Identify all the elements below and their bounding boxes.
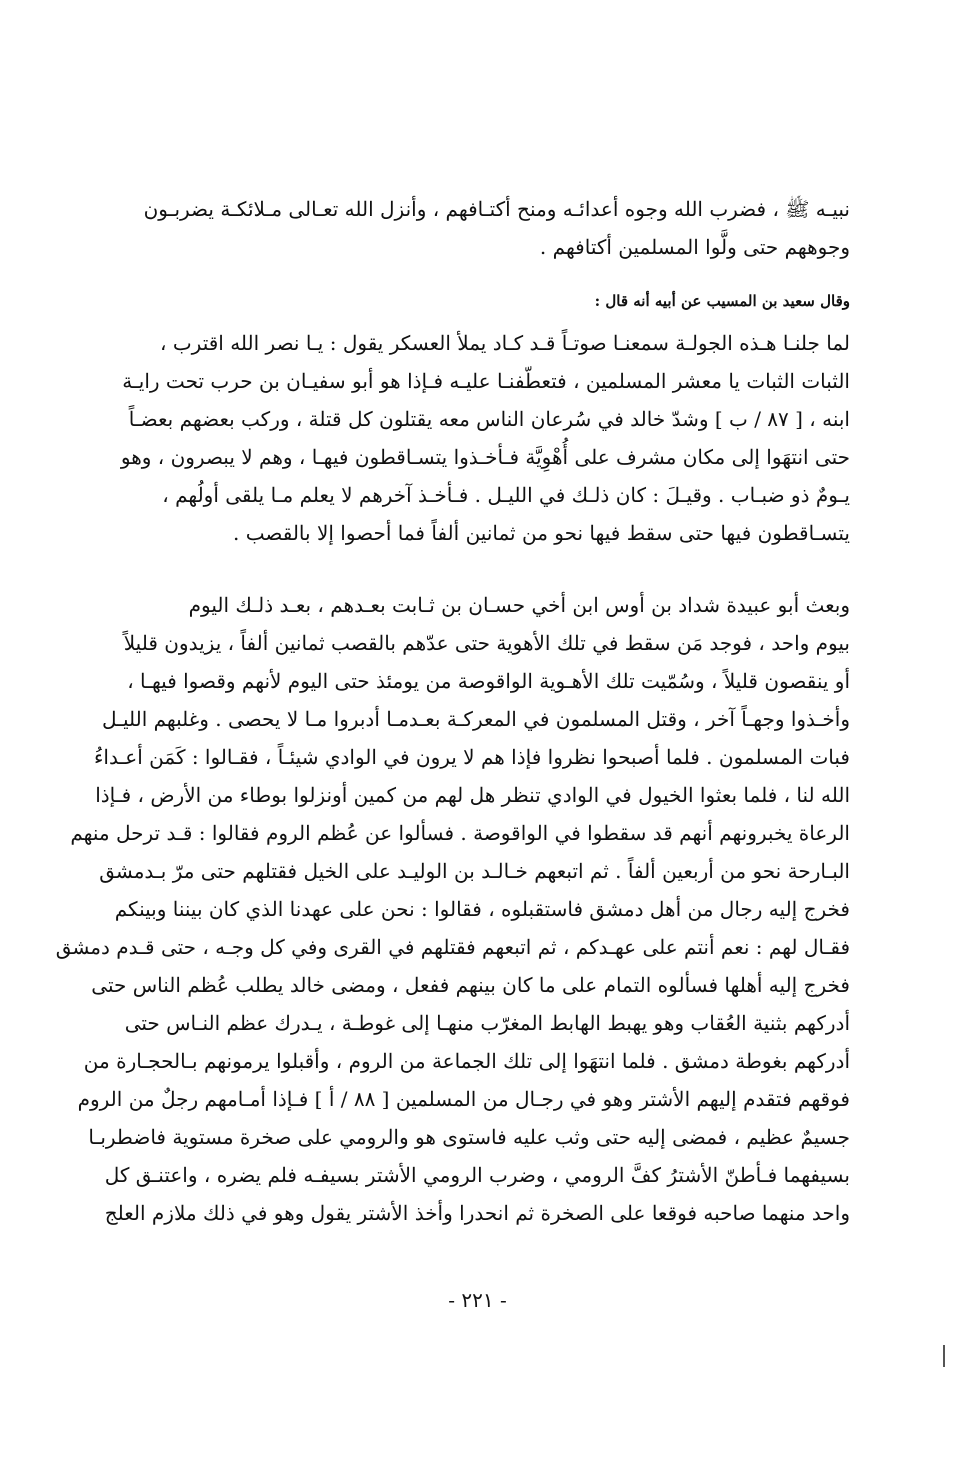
text-line: فبات المسلمون . فلما أصبحوا نظروا فإذا هم لا يرون في الوادي شيئـاً ، فقـالوا : كَمَن أعـداءُ	[93, 745, 850, 769]
text-line: الله لنا ، فلما بعثوا الخيول في الوادي تنظر هل لهم من كمين أونزلوا بوطاء من الأرض ، فـإذا	[95, 783, 850, 807]
text-line: نبيـه ﷺ ، فضرب الله وجوه أعدائـه ومنح أكتـافهم ، وأنزل الله تعـالى مـلائكـة يضربـون	[143, 197, 850, 221]
text-line: ابنه ، [ ٨٧ / ب ] وشدّ خالد في سُرعان الناس معه يقتلون كل قتلة ، وركب بعضهم بعضـاً	[128, 407, 850, 431]
text-line: بيوم واحد ، فوجد مَن سقط في تلك الأهوية حتى عدّهم بالقصب ثمانين ألفاً ، يزيدون قليلاً	[123, 631, 850, 655]
text-line: وأخـذوا وجهـاً آخر ، وقتل المسلمون في المعركـة بعـدمـا أدبروا مـا لا يحصى . وغلبهم الليـل	[101, 707, 850, 731]
text-line: فوقهم فتقدم إليهم الأشتر وهو في رجـال من المسلمين [ ٨٨ / أ ] فـإذا أمـامهم رجلٌ من الروم	[77, 1087, 850, 1111]
text-line: البـارحة نحو من أربعين ألفاً . ثم اتبعهم خـالـد بن الوليـد على الخيل فقتلهم حتى مرّ بـدمشق	[99, 859, 850, 883]
text-line: فخرج إليه رجال من أهل دمشق فاستقبلوه ، فقالوا : نحن على عهدنا الذي كان بيننا وبينكم	[114, 897, 850, 921]
page-number: - ٢٢١ -	[448, 1288, 507, 1312]
intro-paragraph	[128, 190, 850, 266]
narrative-paragraph-1	[120, 324, 850, 552]
text-line: لما جلنـا هـذه الجولـة سمعنـا صوتـاً قـد كـاد يملأ العسكر يقول : يـا نصر الله اقترب ،	[160, 331, 850, 355]
text-line: فقـال لهم : نعم أنتم على عهـدكم ، ثم اتبعهم فقتلهم في القرى وفي كل وجـه ، حتى قـدم دمشق	[55, 935, 850, 959]
narrative-paragraph-2	[55, 586, 850, 1232]
text-line: أو ينقصون قليلاً ، وسُمّيت تلك الأهـوية الواقوصة من يومئذ حتى اليوم لأنهم وقصوا فيهـا ،	[127, 669, 850, 693]
text-line: بسيفهما فـأطنّ الأشترُ كفَّ الرومي ، وضرب الرومي الأشتر بسيفـه فلم يضره ، واعتنـق كل	[104, 1163, 850, 1187]
text-line: جسيمٌ عظيم ، فمضى إليه حتى وثب عليه فاستوى هو والرومي على صخرة مستوية فاضطربـا	[88, 1125, 850, 1149]
text-line: وجوههم حتى ولَّوا المسلمين أكتافهم .	[539, 235, 850, 259]
text-line: حتى انتهَوا إلى مكان مشرف على أُهْوِيَّة فـأخـذوا يتسـاقطون فيهـا ، وهم لا يبصرون ، وهو	[120, 445, 850, 469]
scan-artifact-mark	[943, 1345, 945, 1367]
text-line: أدركهم بثنية العُقاب وهو يهبط الهابط المغرّب منهـا إلى غوطـة ، يـدرك عظم النـاس حتى	[124, 1011, 850, 1035]
text-line: الثبات الثبات يا معشر المسلمين ، فتعطّفنـا عليـه فـإذا هو أبو سفيـان بن حرب تحت رايـة	[122, 369, 850, 393]
text-line: أدركهم بغوطة دمشق . فلما انتهَوا إلى تلك الجماعة من الروم ، وأقبلوا يرمونهم بـالحجـارة من	[83, 1049, 850, 1073]
text-line: الرعاة يخبرونهم أنهم قد سقطوا في الواقوصة . فسألوا عن عُظم الروم فقالوا : قـد ترحل منهم	[70, 821, 850, 845]
text-line: واحد منهما صاحبه فوقعا على الصخرة ثم انحدرا وأخذ الأشتر يقول وهو في ذلك ملازم العلج	[104, 1201, 850, 1225]
text-line: فخرج إليه أهلها فسألوه التمام على ما كان بينهم ففعل ، ومضى خالد يطلب عُظم الناس حتى	[91, 973, 850, 997]
text-line: يـومٌ ذو ضبـاب . وقيـلَ : كان ذلـك في الليـل . فـأخـذ آخرهم لا يعلم مـا يلقى أولُهم ،	[162, 483, 850, 507]
text-line: يتسـاقطون فيها حتى سقط فيها نحو من ثمانين ألفاً فما أحصوا إلا بالقصب .	[233, 521, 850, 545]
attribution-line: وقال سعيد بن المسيب عن أبيه أنه قال :	[594, 292, 850, 310]
quote-attribution	[150, 286, 850, 316]
text-line: وبعث أبو عبيدة شداد بن أوس ابن أخي حسـان بن ثـابت بعـدهم ، بعـد ذلـك اليوم	[188, 593, 850, 617]
